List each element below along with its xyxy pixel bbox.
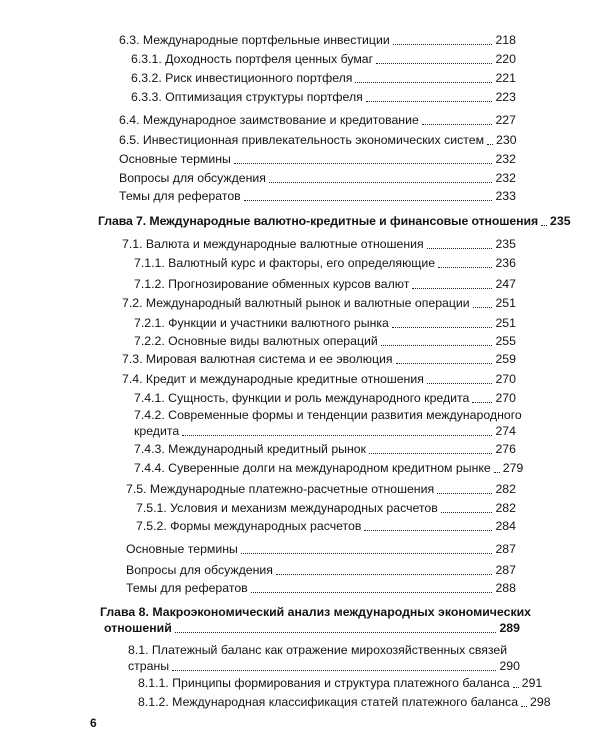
leader-dots xyxy=(355,82,492,83)
leader-dots xyxy=(269,182,493,183)
toc-entry-page: 279 xyxy=(502,461,524,475)
toc-entry-line2 xyxy=(134,423,516,439)
toc-entry-title: 7.2.2. Основные виды валютных операций xyxy=(134,334,378,348)
toc-entry-page: 290 xyxy=(499,659,520,673)
toc-entry-7-5-1 xyxy=(136,501,516,516)
toc-entry-6-3-3 xyxy=(131,90,516,105)
toc-chapter-title: Глава 7. Международные валютно-кредитные и финансовые отношения xyxy=(98,214,539,228)
leader-dots xyxy=(175,632,497,633)
leader-dots xyxy=(513,687,519,688)
toc-entry-page: 287 xyxy=(495,563,516,577)
leader-dots xyxy=(441,512,493,513)
toc-entry-page: 284 xyxy=(495,519,516,533)
toc-entry-6-3-2 xyxy=(131,71,516,86)
leader-dots xyxy=(366,101,493,102)
toc-entry-7-5 xyxy=(126,482,516,497)
toc-entry-7-4 xyxy=(122,372,516,387)
leader-dots xyxy=(241,553,493,554)
leader-dots xyxy=(412,288,492,289)
leader-dots xyxy=(276,574,493,575)
toc-entry-page: 223 xyxy=(495,90,516,104)
toc-entry-page: 276 xyxy=(495,442,516,456)
toc-entry-7-4-2 xyxy=(134,407,522,439)
leader-dots xyxy=(472,402,492,403)
toc-entry-8-1-2 xyxy=(138,695,551,710)
toc-entry-7-4-4 xyxy=(134,461,524,476)
page-number: 6 xyxy=(90,716,97,730)
toc-entry-7-4-1 xyxy=(134,391,516,406)
toc-entry-page: 291 xyxy=(521,676,543,690)
toc-entry-7-4-3 xyxy=(134,442,516,457)
toc-entry-page: 230 xyxy=(496,133,517,147)
toc-entry-page: 270 xyxy=(495,391,516,405)
leader-dots xyxy=(251,592,493,593)
leader-dots xyxy=(438,267,492,268)
leader-dots xyxy=(427,383,493,384)
toc-entry-6-5 xyxy=(119,133,516,148)
toc-entry-6-3 xyxy=(119,33,516,48)
toc-entry-title: Вопросы для обсуждения xyxy=(126,563,273,577)
leader-dots xyxy=(427,248,493,249)
toc-entry-page: 221 xyxy=(495,71,516,85)
toc-entry-key-terms-6 xyxy=(119,152,516,167)
toc-entry-7-5-2 xyxy=(136,519,516,534)
toc-entry-page: 289 xyxy=(499,621,520,635)
toc-entry-page: 227 xyxy=(495,113,516,127)
toc-entry-page: 233 xyxy=(495,189,516,203)
toc-entry-title-line1: 7.4.2. Современные формы и тенденции развития международного xyxy=(134,408,522,422)
toc-entry-questions-6 xyxy=(119,171,516,186)
toc-entry-7-2-2 xyxy=(134,334,516,349)
toc-entry-page: 259 xyxy=(495,352,516,366)
toc-entry-7-2-1 xyxy=(134,316,516,331)
leader-dots xyxy=(437,493,492,494)
leader-dots xyxy=(473,307,493,308)
toc-entry-page: 220 xyxy=(495,52,516,66)
leader-dots xyxy=(182,435,492,436)
toc-entry-title: 7.5.1. Условия и механизм международных расчетов xyxy=(136,501,438,515)
toc-entry-6-3-1 xyxy=(131,52,516,67)
toc-entry-title: 7.1.1. Валютный курс и факторы, его определяющие xyxy=(134,256,436,270)
leader-dots xyxy=(376,63,492,64)
toc-entry-7-1-1 xyxy=(134,256,516,271)
toc-entry-title: 8.1.1. Принципы формирования и структура платежного баланса xyxy=(138,676,510,690)
leader-dots xyxy=(234,163,493,164)
toc-entry-title: Основные термины xyxy=(126,542,238,556)
toc-entry-page: 232 xyxy=(495,152,516,166)
toc-entry-page: 235 xyxy=(495,237,516,251)
leader-dots xyxy=(541,225,547,226)
toc-chapter-7 xyxy=(98,214,571,229)
toc-entry-line2 xyxy=(128,658,520,674)
toc-entry-title: Вопросы для обсуждения xyxy=(119,171,266,185)
leader-dots xyxy=(494,472,500,473)
toc-entry-title: Темы для рефератов xyxy=(126,581,248,595)
leader-dots xyxy=(172,670,496,671)
toc-entry-title: Темы для рефератов xyxy=(119,189,241,203)
toc-entry-title: 6.3.3. Оптимизация структуры портфеля xyxy=(131,90,363,104)
toc-chapter-title-line2: отношений xyxy=(104,621,172,635)
leader-dots xyxy=(392,327,493,328)
toc-entry-title-line2: страны xyxy=(128,659,170,673)
toc-entry-title: 7.4. Кредит и международные кредитные отношения xyxy=(122,372,424,386)
leader-dots xyxy=(364,530,492,531)
toc-entry-7-2 xyxy=(122,296,516,311)
toc-chapter-8 xyxy=(100,604,531,636)
toc-entry-title: 6.3.2. Риск инвестиционного портфеля xyxy=(131,71,353,85)
leader-dots xyxy=(381,345,493,346)
toc-entry-title: 8.1.2. Международная классификация статей платежного баланса xyxy=(138,695,519,709)
toc-entry-page: 255 xyxy=(495,334,516,348)
toc-entry-title: 6.5. Инвестиционная привлекательность экономических систем xyxy=(119,133,485,147)
toc-entry-questions-7 xyxy=(126,563,516,578)
toc-entry-essays-6 xyxy=(119,189,516,204)
toc-entry-title: 7.4.1. Сущность, функции и роль международного кредита xyxy=(134,391,470,405)
toc-entry-6-4 xyxy=(119,113,516,128)
leader-dots xyxy=(244,200,493,201)
toc-entry-7-1 xyxy=(122,237,516,252)
toc-entry-title: 7.1.2. Прогнозирование обменных курсов валют xyxy=(134,277,410,291)
toc-entry-title: 6.3. Международные портфельные инвестиции xyxy=(119,33,390,47)
leader-dots xyxy=(487,144,493,145)
toc-entry-title: 6.4. Международное заимствование и кредитование xyxy=(119,113,419,127)
leader-dots xyxy=(396,363,493,364)
toc-entry-title: 7.5.2. Формы международных расчетов xyxy=(136,519,362,533)
toc-entry-page: 232 xyxy=(495,171,516,185)
toc-chapter-line2 xyxy=(100,620,520,636)
toc-entry-title-line1: 8.1. Платежный баланс как отражение мирохозяйственных связей xyxy=(128,643,508,657)
toc-entry-title: 7.1. Валюта и международные валютные отношения xyxy=(122,237,424,251)
leader-dots xyxy=(393,44,493,45)
toc-entry-key-terms-7 xyxy=(126,542,516,557)
toc-entry-page: 274 xyxy=(495,424,516,438)
toc-entry-title: Основные термины xyxy=(119,152,231,166)
toc-entry-page: 218 xyxy=(495,33,516,47)
toc-entry-7-1-2 xyxy=(134,277,516,292)
toc-entry-7-3 xyxy=(122,352,516,367)
toc-entry-8-1 xyxy=(128,642,520,674)
toc-entry-page: 235 xyxy=(550,214,571,228)
leader-dots xyxy=(521,706,527,707)
toc-entry-page: 251 xyxy=(495,316,516,330)
toc-entry-title: 7.2.1. Функции и участники валютного рынка xyxy=(134,316,389,330)
toc-entry-page: 282 xyxy=(495,482,516,496)
toc-entry-title: 7.3. Мировая валютная система и ее эволюция xyxy=(122,352,393,366)
toc-entry-title: 7.4.4. Суверенные долги на международном кредитном рынке xyxy=(134,461,491,475)
toc-entry-page: 236 xyxy=(495,256,516,270)
toc-entry-page: 288 xyxy=(495,581,516,595)
toc-entry-page: 247 xyxy=(495,277,516,291)
toc-chapter-title-line1: Глава 8. Макроэкономический анализ международных экономических xyxy=(100,605,531,619)
toc-entry-title: 7.2. Международный валютный рынок и валютные операции xyxy=(122,296,470,310)
toc-entry-page: 251 xyxy=(495,296,516,310)
toc-entry-essays-7 xyxy=(126,581,516,596)
toc-entry-page: 287 xyxy=(495,542,516,556)
toc-entry-title: 7.4.3. Международный кредитный рынок xyxy=(134,442,367,456)
leader-dots xyxy=(369,453,492,454)
toc-entry-8-1-1 xyxy=(138,676,543,691)
toc-entry-page: 270 xyxy=(495,372,516,386)
toc-entry-title: 6.3.1. Доходность портфеля ценных бумаг xyxy=(131,52,374,66)
toc-entry-page: 282 xyxy=(495,501,516,515)
leader-dots xyxy=(422,124,493,125)
toc-entry-title: 7.5. Международные платежно-расчетные отношения xyxy=(126,482,435,496)
toc-entry-title-line2: кредита xyxy=(134,424,180,438)
toc-entry-page: 298 xyxy=(530,695,551,709)
